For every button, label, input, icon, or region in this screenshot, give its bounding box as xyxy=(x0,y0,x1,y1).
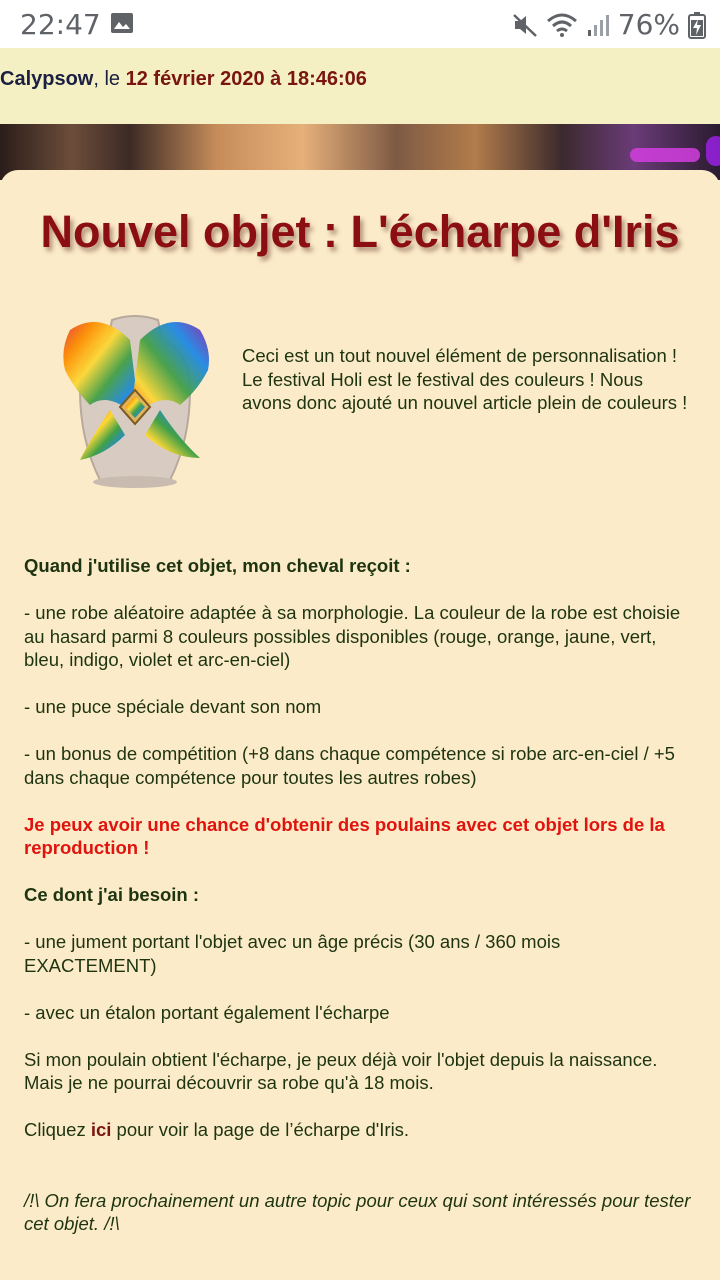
battery-charging-icon xyxy=(688,11,706,39)
status-time: 22:47 xyxy=(20,8,101,41)
benefit-item: - une robe aléatoire adaptée à sa morphologie. La couleur de la robe est choisie au hasard parmi 8 couleurs possibles disponibles (rouge, orange, jaune, vert, bleu, indigo, violet et arc-en-ciel) xyxy=(24,602,681,670)
wifi-icon xyxy=(546,12,578,38)
item-page-link[interactable]: ici xyxy=(90,1119,112,1140)
signal-icon xyxy=(586,12,610,38)
post-author-link[interactable]: Calypsow xyxy=(0,68,94,90)
click-suffix: pour voir la page de l’écharpe d'Iris. xyxy=(111,1119,410,1140)
section-heading-need: Ce dont j'ai besoin : xyxy=(24,884,200,905)
post-header xyxy=(0,48,720,124)
red-notice: Je peux avoir une chance d'obtenir des poulains avec cet objet lors de la reproduction ! xyxy=(24,813,665,858)
article-card xyxy=(0,170,720,1280)
click-prefix: Cliquez xyxy=(24,1119,91,1140)
rainbow-scarf-item-image xyxy=(50,310,220,490)
click-here-line xyxy=(24,1118,696,1142)
section-heading-use: Quand j'utilise cet objet, mon cheval reçoit : xyxy=(24,555,411,576)
benefit-item: - un bonus de compétition (+8 dans chaque compétence si robe arc-en-ciel / +5 dans chaque compétence pour toutes les autres robes) xyxy=(24,743,675,788)
post-separator: , le xyxy=(93,68,126,90)
battery-percentage: 76% xyxy=(617,8,680,41)
banner-glow xyxy=(630,148,700,162)
mute-icon xyxy=(512,12,538,38)
footer-note: /!\ On fera prochainement un autre topic pour ceux qui sont intéressés pour tester cet objet. /!\ xyxy=(24,1189,691,1234)
spacer xyxy=(24,1165,696,1189)
post-date: 12 février 2020 à 18:46:06 xyxy=(125,68,367,90)
intro-text: Ceci est un tout nouvel élément de personnalisation ! Le festival Holi est le festival des couleurs ! Nous avons donc ajouté un nouvel article plein de couleurs ! xyxy=(242,345,688,413)
benefit-item: - une puce spéciale devant son nom xyxy=(24,696,322,717)
article-content xyxy=(24,554,696,1259)
gallery-icon xyxy=(110,12,134,34)
need-item: - avec un étalon portant également l'écharpe xyxy=(24,1001,390,1023)
foal-note: Si mon poulain obtient l'écharpe, je peux déjà voir l'objet depuis la naissance. Mais je ne pourrai découvrir sa robe qu'à 18 mois. xyxy=(24,1048,658,1093)
need-item: - une jument portant l'objet avec un âge précis (30 ans / 360 mois EXACTEMENT) xyxy=(24,931,561,976)
status-bar xyxy=(0,0,720,48)
banner-glow xyxy=(706,136,720,166)
article-title: Nouvel objet : L'écharpe d'Iris xyxy=(40,206,680,257)
